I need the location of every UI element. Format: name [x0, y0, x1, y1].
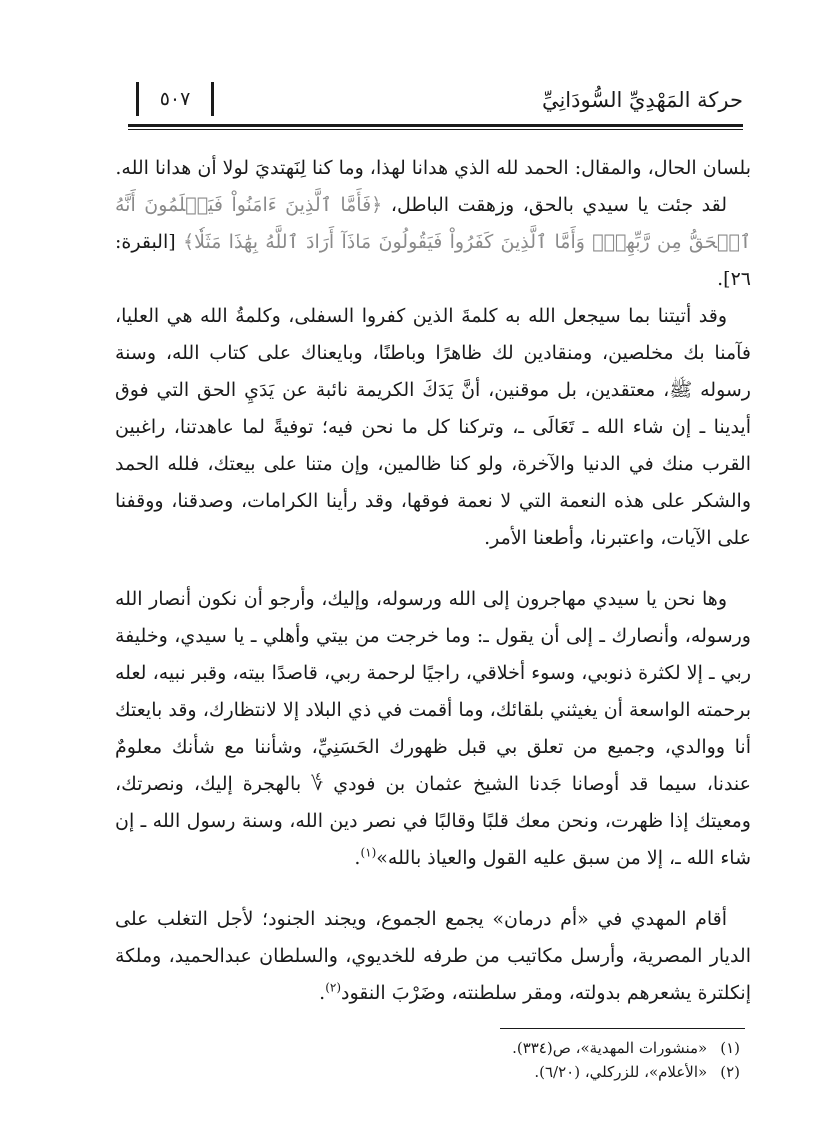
verse-reference: [البقرة: ٢٦].	[115, 231, 751, 290]
paragraph-text: لقد جئت يا سيدي بالحق، وزهقت الباطل،	[382, 194, 728, 216]
page-header	[128, 78, 743, 124]
header-rule	[128, 124, 743, 127]
main-text	[115, 150, 751, 1012]
paragraph-text: .	[354, 847, 361, 869]
footnote-text: «منشورات المهدية»، ص(٣٣٤).	[512, 1039, 708, 1057]
header-rule-thin	[128, 129, 743, 130]
footnote-mark: (١)	[720, 1039, 740, 1057]
footnote	[300, 1060, 740, 1084]
footnote-text: «الأعلام»، للزركلي، (٦/٢٠).	[534, 1063, 708, 1081]
paragraph	[115, 581, 751, 877]
paragraph-text: .	[319, 982, 326, 1004]
footnotes	[300, 1036, 740, 1084]
footnote-mark: (٢)	[720, 1063, 740, 1081]
quran-verse: ﴿فَأَمَّا ٱلَّذِينَ ءَامَنُواْ فَيَعۡلَمُونَ أَنَّهُ ٱلۡحَقُّ مِن رَّبِّهِمۡۖ وَأَمَّا ٱلَّذِينَ كَفَرُواْ فَيَقُولُونَ مَاذَآ أَرَادَ ٱللَّهُ بِهَٰذَا مَثَلٗا﴾	[115, 194, 751, 253]
paragraph-quran	[115, 187, 751, 298]
paragraph-text: وقد أتيتنا بما سيجعل الله به كلمةَ الذين كفروا السفلى، وكلمةُ الله هي العليا، فآمنا بك مخلصين، ومنقادين لك ظاهرًا وباطنًا، وبايعناك على كتاب الله، وسنة رسوله ﷺ، معتقدين، بل موقنين، أنَّ يَدَكَ الكريمة نائبة عن يَدَيِ الحق التي فوق أيدينا ـ إن شاء الله ـ تَعَالَى ـ، وتركنا كل ما نحن فيه؛ توفيةً لما عاهدتنا، راغبين القرب منك في الدنيا والآخرة، ولو كنا ظالمين، وإن متنا على بيعتك، فلله الحمد والشكر على هذه النعمة التي لا نعمة فوقها، وقد رأينا الكرامات، وصدقنا، ووقفنا على الآيات، واعتبرنا، وأطعنا الأمر.	[115, 305, 751, 549]
paragraph	[115, 298, 751, 557]
footnote-ref[interactable]: (١)	[360, 845, 377, 860]
page-number: ٥٠٧	[136, 82, 214, 116]
footnote-separator	[500, 1028, 745, 1029]
paragraph	[115, 150, 751, 187]
paragraph-text: أقام المهدي في «أم درمان» يجمع الجموع، ويجند الجنود؛ لأجل التغلب على الديار المصرية، وأرسل مكاتيب من طرفه للخديوي، والسلطان عبدالحميد، وملكة إنكلترة يشعرهم بدولته، ومقر سلطنته، وضَرْبَ النقود	[115, 908, 751, 1004]
paragraph	[115, 901, 751, 1012]
running-title: حركة المَهْدِيِّ السُّودَانِيِّ	[541, 88, 743, 112]
footnote-ref[interactable]: (٢)	[325, 980, 342, 995]
paragraph-text: وها نحن يا سيدي مهاجرون إلى الله ورسوله، وإليك، وأرجو أن نكون أنصار الله ورسوله، وأنصارك ـ إلى أن يقول ـ: وما خرجت من بيتي وأهلي ـ يا سيدي، وخليفة ربي ـ إلا لكثرة ذنوبي، وسوء أخلاقي، راجيًا لرحمة ربي، قاصدًا بيته، وقبر نبيه، لعله برحمته الواسعة أن يغيثني بلقائك، وما أقمت في ذي البلاد إلا لانتظارك، وقد بايعتك أنا ووالدي، وجميع من تعلق بي قبل ظهورك الحَسَنِيِّ، وشأننا مع شأنك معلومٌ عندنا، سيما قد أوصانا جَدنا الشيخ عثمان بن فودي ؇ بالهجرة إليك، ونصرتك، ومعيتك إذا ظهرت، ونحن معك قلبًا وقالبًا في نصر دين الله، وسنة رسول الله ـ إن شاء الله ـ، إلا من سبق عليه القول والعياذ بالله»	[115, 588, 751, 869]
footnote	[300, 1036, 740, 1060]
paragraph-text: بلسان الحال، والمقال: الحمد لله الذي هدانا لهذا، وما كنا لِنَهتديَ لولا أن هدانا الله.	[115, 157, 751, 179]
